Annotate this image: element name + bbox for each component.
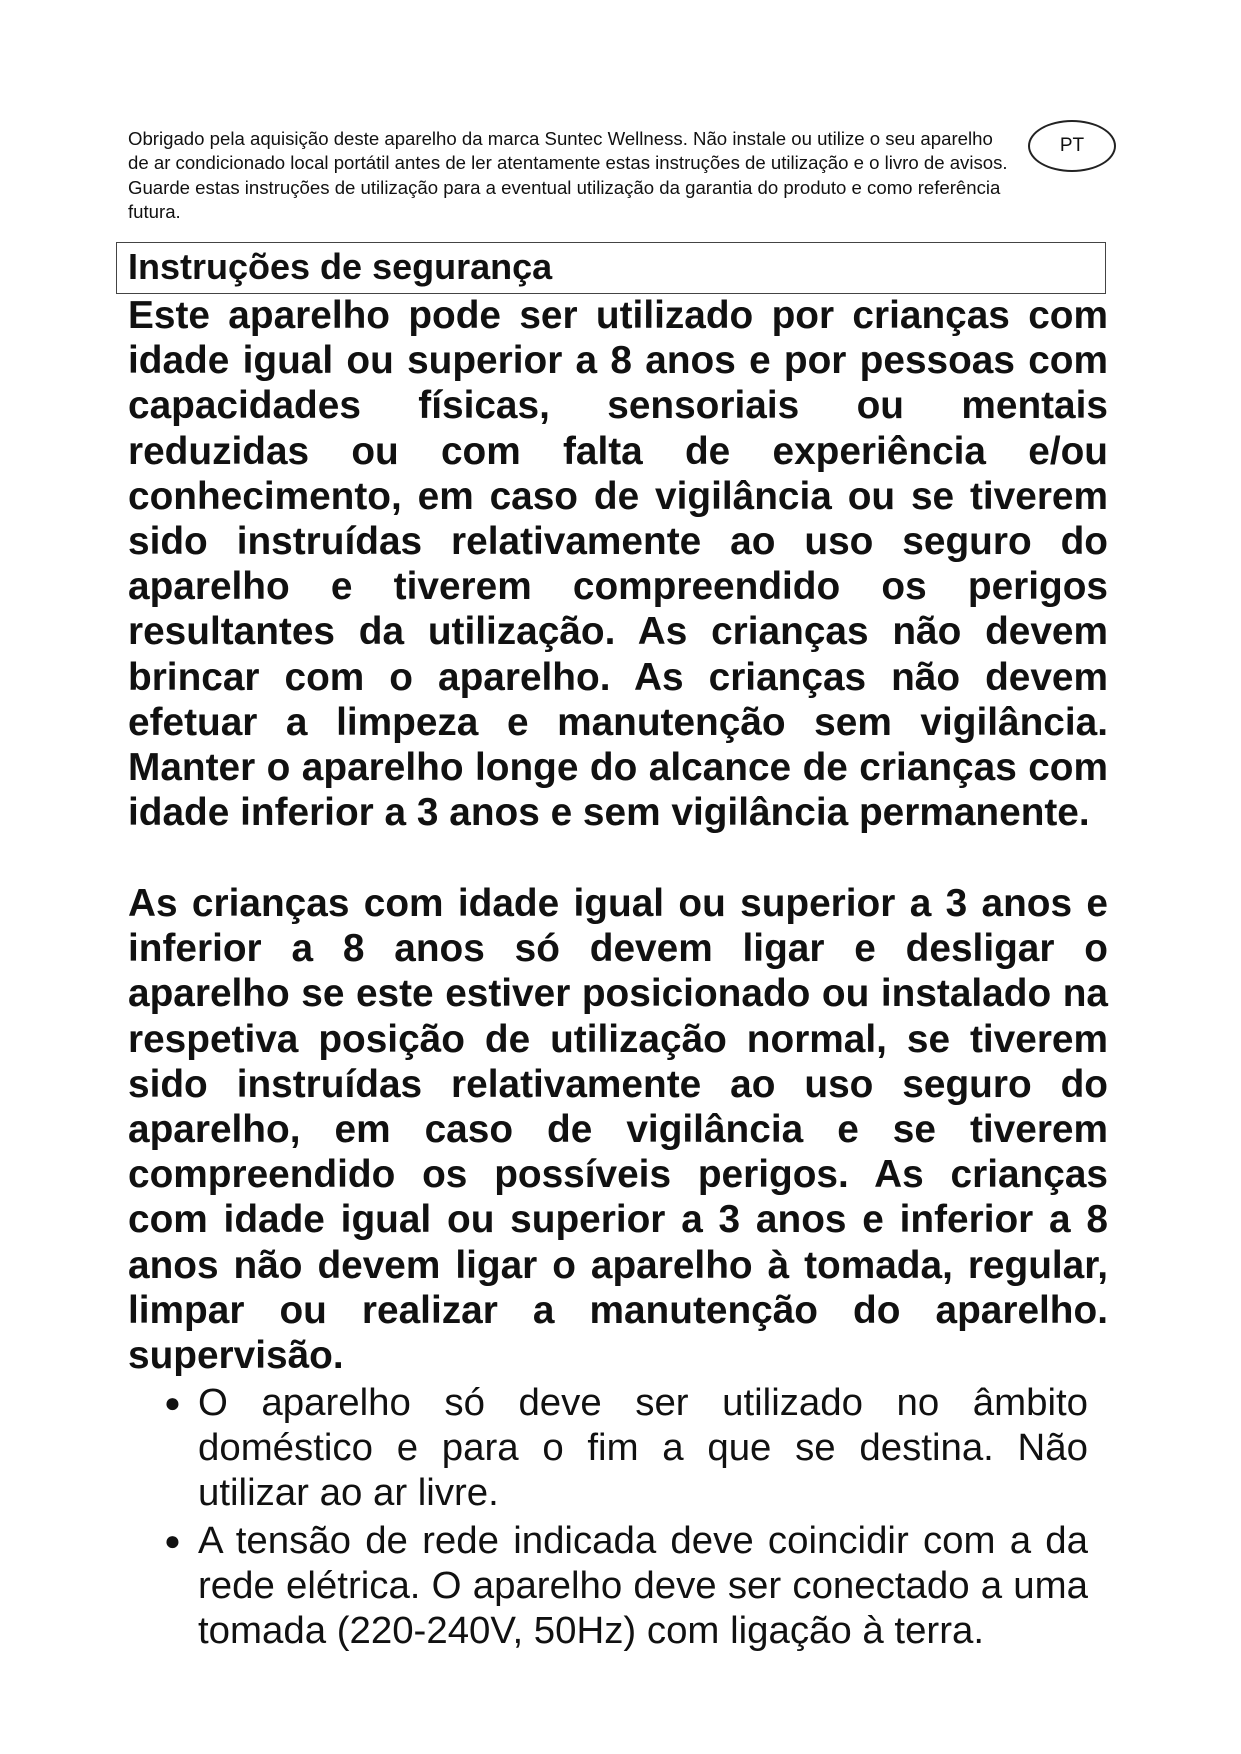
bullet-item-domestic-use <box>128 1380 1088 1516</box>
safety-paragraph-children-8plus: Este aparelho pode ser utilizado por crianças com idade igual ou superior a 8 anos e por pessoas com capacidades físicas, sensoriais ou mentais reduzidas ou com falta de experiência e/ou conhecimento, em caso de vigilância ou se tiverem sido instruídas relativamente ao uso seguro do aparelho e tiverem compreendido os perigos resultantes da utilização. As crianças não devem brincar com o aparelho. As crianças não devem efetuar a limpeza e manutenção sem vigilância. Manter o aparelho longe do alcance de crianças com idade inferior a 3 anos e sem vigilância permanente. <box>128 294 1108 835</box>
bullet-dot-icon: ● <box>164 1524 181 1556</box>
section-title: Instruções de segurança <box>116 242 1106 294</box>
safety-paragraph-children-3-to-8: As crianças com idade igual ou superior a 3 anos e inferior a 8 anos só devem ligar e desligar o aparelho se este estiver posicionado ou instalado na respetiva posição de utilização normal, se tiverem sido instruídas relativamente ao uso seguro do aparelho, em caso de vigilância e se tiverem compreendido os possíveis perigos. As crianças com idade igual ou superior a 3 anos e inferior a 8 anos não devem ligar o aparelho à tomada, regular, limpar ou realizar a manutenção do aparelho. supervisão. <box>128 882 1108 1378</box>
bullet-item-text: A tensão de rede indicada deve coincidir com a da rede elétrica. O aparelho deve ser conectado a uma tomada (220-240V, 50Hz) com ligação à terra. <box>198 1518 1088 1653</box>
bullet-dot-icon: ● <box>164 1387 181 1418</box>
language-badge: PT <box>1028 120 1116 172</box>
safety-bullet-list <box>128 1380 1088 1653</box>
bullet-item-voltage <box>128 1518 1088 1654</box>
intro-text: Obrigado pela aquisição deste aparelho da marca Suntec Wellness. Não instale ou utilize o seu aparelho de ar condicionado local portátil antes de ler atentamente estas instruções de utilização e o livro de avisos. Guarde estas instruções de utilização para a eventual utilização da garantia do produto e como referência futura. <box>128 128 1008 223</box>
bullet-item-text: O aparelho só deve ser utilizado no âmbito doméstico e para o fim a que se destina. Não utilizar ao ar livre. <box>198 1381 1088 1515</box>
